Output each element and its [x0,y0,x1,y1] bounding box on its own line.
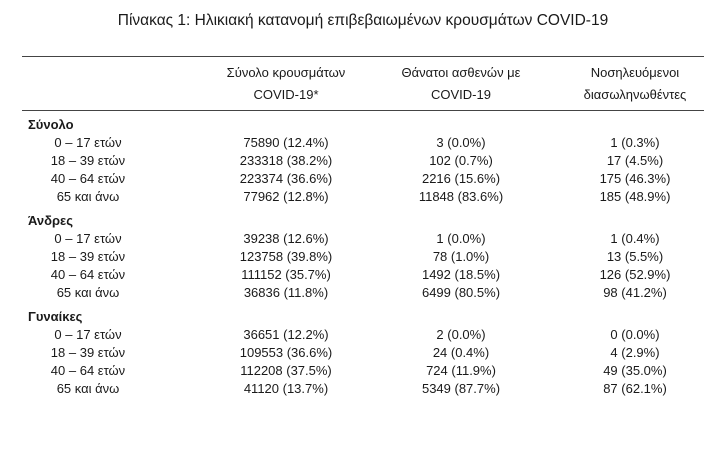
cases-cell: 233318 (38.2%) [239,153,333,168]
icu-cell: 1 (0.3%) [610,135,660,150]
age-cell: 0 – 17 ετών [54,327,122,342]
group-title-men: Άνδρες [28,213,73,228]
icu-cell: 0 (0.0%) [610,327,660,342]
age-cell: 18 – 39 ετών [50,249,126,264]
header-icu [540,62,726,106]
age-cell: 65 και άνω [56,381,120,396]
table-row [0,326,726,344]
cases-cell: 223374 (36.6%) [239,171,333,186]
cases-cell: 112208 (37.5%) [240,363,332,378]
icu-cell: 17 (4.5%) [606,153,664,168]
group-title-total: Σύνολο [28,117,74,132]
cases-cell: 111152 (35.7%) [241,267,331,282]
icu-cell: 185 (48.9%) [599,189,671,204]
header-total-cases-line1: Σύνολο κρουσμάτων [226,65,346,80]
deaths-cell: 2 (0.0%) [436,327,486,342]
table-row [0,248,726,266]
age-cell: 40 – 64 ετών [50,171,126,186]
age-cell: 40 – 64 ετών [50,363,126,378]
icu-cell: 126 (52.9%) [599,267,671,282]
age-cell: 0 – 17 ετών [54,135,122,150]
table-row [0,284,726,302]
group-title-women: Γυναίκες [28,309,83,324]
icu-cell: 175 (46.3%) [599,171,671,186]
cases-cell: 39238 (12.6%) [243,231,329,246]
table-row [0,266,726,284]
cases-cell: 36836 (11.8%) [243,285,329,300]
header-deaths-line1: Θάνατοι ασθενών με [401,65,521,80]
deaths-cell: 1492 (18.5%) [421,267,501,282]
cases-cell: 41120 (13.7%) [243,381,329,396]
age-cell: 65 και άνω [56,285,120,300]
table-top-rule [22,56,704,57]
cases-cell: 109553 (36.6%) [239,345,333,360]
age-cell: 40 – 64 ετών [50,267,126,282]
icu-cell: 13 (5.5%) [606,249,664,264]
header-bottom-rule [22,110,704,111]
icu-cell: 4 (2.9%) [610,345,660,360]
header-deaths-line2: COVID-19 [431,87,491,102]
table-row [0,362,726,380]
age-cell: 18 – 39 ετών [50,345,126,360]
header-total-cases-line2: COVID-19* [253,87,319,102]
deaths-cell: 102 (0.7%) [429,153,493,168]
cases-cell: 77962 (12.8%) [243,189,329,204]
age-cell: 18 – 39 ετών [50,153,126,168]
header-icu-line1: Νοσηλευόμενοι [590,65,680,80]
icu-cell: 98 (41.2%) [603,285,667,300]
header-icu-line2: διασωληνωθέντες [583,87,687,102]
deaths-cell: 24 (0.4%) [432,345,490,360]
table-row [0,134,726,152]
header-total-cases [196,62,376,106]
table-row [0,344,726,362]
cases-cell: 36651 (12.2%) [243,327,329,342]
deaths-cell: 5349 (87.7%) [421,381,501,396]
table-row [0,188,726,206]
icu-cell: 49 (35.0%) [603,363,667,378]
table-title: Πίνακας 1: Ηλικιακή κατανομή επιβεβαιωμένων κρουσμάτων COVID-19 [117,12,609,29]
age-cell: 65 και άνω [56,189,120,204]
deaths-cell: 78 (1.0%) [432,249,490,264]
cases-cell: 123758 (39.8%) [239,249,333,264]
table-row [0,230,726,248]
deaths-cell: 11848 (83.6%) [418,189,504,204]
deaths-cell: 3 (0.0%) [436,135,486,150]
table-row [0,152,726,170]
deaths-cell: 1 (0.0%) [436,231,486,246]
age-cell: 0 – 17 ετών [54,231,122,246]
deaths-cell: 724 (11.9%) [426,363,496,378]
table-row [0,380,726,398]
icu-cell: 1 (0.4%) [610,231,660,246]
deaths-cell: 6499 (80.5%) [421,285,501,300]
deaths-cell: 2216 (15.6%) [421,171,501,186]
cases-cell: 75890 (12.4%) [243,135,329,150]
icu-cell: 87 (62.1%) [603,381,667,396]
header-deaths [366,62,556,106]
table-body [0,116,726,398]
table-row [0,170,726,188]
